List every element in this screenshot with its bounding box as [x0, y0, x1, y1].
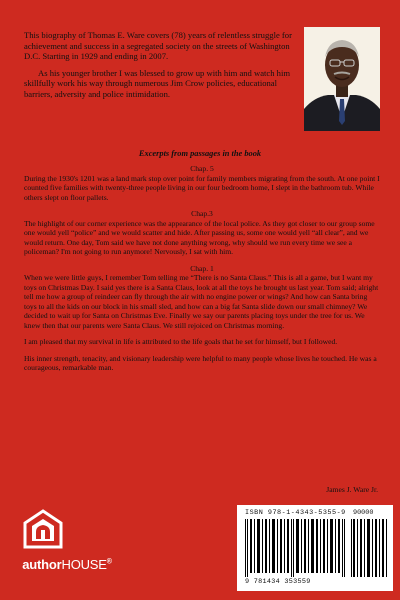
barcode-bars: [245, 519, 345, 577]
closing-paragraph-2: His inner strength, tenacity, and visionary leadership were helpful to many people whose lives he touched. He was a courageous, remarkable man.: [24, 353, 377, 372]
intro-text: [24, 30, 294, 106]
author-portrait-image: [304, 27, 380, 131]
excerpt-text: During the 1930's 1201 was a land mark stop over point for family members migrating from the south. At one point I counted five families with twenty-three people living in our four bedroom home, I slept in the bathroom tub. While others slept on floor pallets.: [24, 173, 380, 202]
excerpts-heading: Excerpts from passages in the book: [138, 149, 262, 158]
barcode-digits: 9 781434 353559: [245, 578, 311, 586]
chapter-label: Chap. 1: [190, 263, 214, 273]
barcode: [237, 505, 393, 591]
chapter-label: Chap.3: [191, 209, 213, 218]
author-photo: [304, 27, 380, 131]
price-barcode-bars: [351, 519, 387, 577]
publisher-name-bold: author: [22, 557, 62, 572]
publisher-logo: [22, 508, 112, 578]
publisher-house-icon: [22, 508, 64, 550]
publisher-name-light: HOUSE: [61, 557, 107, 572]
author-signature: James J. Ware Jr.: [326, 485, 378, 494]
intro-paragraph-1: This biography of Thomas E. Ware covers (78) years of relentless struggle for achievement and success in a segregated society on the streets of Washington D.C. Starting in 1929 and ending in 2007.: [24, 30, 292, 62]
chapter-label: Chap. 5: [190, 164, 214, 173]
intro-paragraph-2: As his younger brother I was blessed to grow up with him and watch him skillfully work his way through numerous Jim Crow policies, educational barriers, adversity and police intimidation.: [24, 67, 291, 99]
excerpts-body: [24, 164, 380, 380]
publisher-name: [22, 557, 112, 572]
price-code: 90000: [353, 509, 374, 517]
isbn-number: ISBN 978-1-4343-5355-9: [245, 509, 346, 517]
excerpt-text: The highlight of our corner experience was the appearance of the local police. As they got closer to our group some one would yell “police” and we would scatter and hide. After passing us, some one would yell “all clear”, and we would return. One day, Tom said we have not done anything wrong, why should we run every time we see a policeman? I'm not going to run anymore! Nervously, I sat with him.: [24, 218, 375, 256]
registered-mark: ®: [106, 558, 112, 566]
excerpt-text: When we were little guys, I remember Tom telling me “There is no Santa Claus.” This is all a game, but I want my toys on Christmas Day. I said yes there is a Santa Claus, look at all the toys he brought us last year. Tom said; alright tell me how a group of reindeer can fly through the air with no engine power or wings? And how can Santa bring toys to all the kids on our block in his small sled, and how can a big fat Santa slide down our small chimney? We decided to wait up for Santa on Christmas Eve. Finally we say our parents placing toys under the tree for us. We knew then that our parents were Santa Claus. We still rejoiced on Christmas morning.: [24, 273, 379, 330]
closing-paragraph-1: I am pleased that my survival in life is attributed to the life goals that he set for himself, but I followed.: [24, 337, 338, 346]
